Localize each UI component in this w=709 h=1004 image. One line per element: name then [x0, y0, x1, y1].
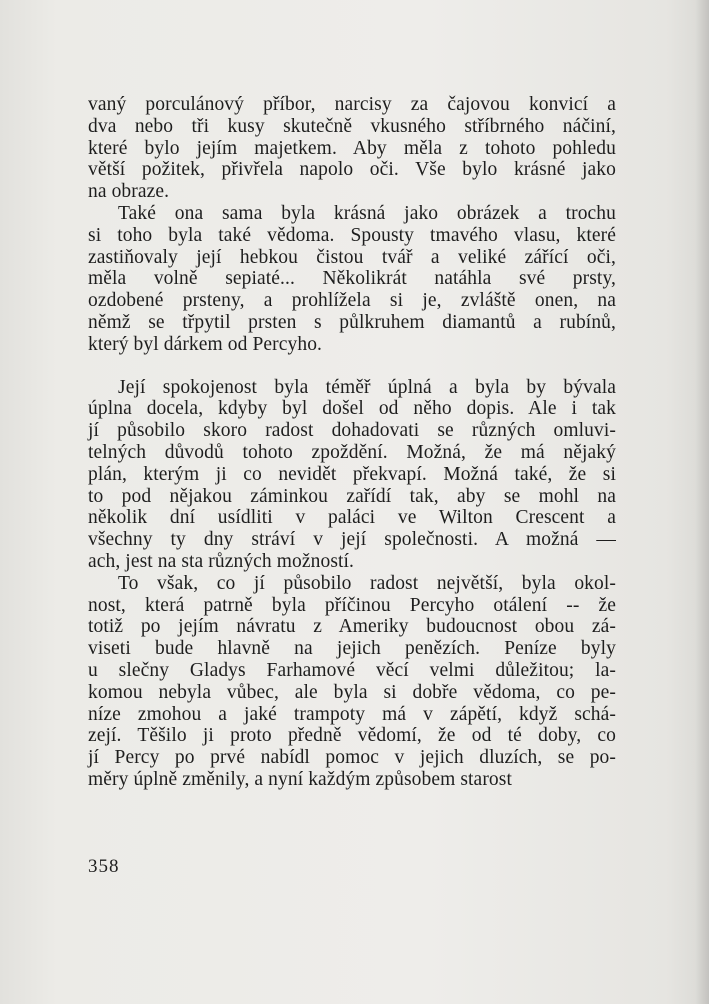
text-line: úplna docela, kdyby byl došel od něho dopis. Ale i tak [88, 398, 616, 420]
text-line: jí Percy po prvé nabídl pomoc v jejich dluzích, se po- [88, 747, 616, 769]
text-line: níze zmohou a jaké trampoty má v zápětí, když schá- [88, 703, 616, 725]
text-line: na obraze. [88, 181, 170, 203]
text-line: větší požitek, přivřela napolo oči. Vše bylo krásné jako [88, 159, 616, 181]
text-line: několik dní usídliti v paláci ve Wilton Crescent a [88, 507, 616, 529]
paragraph [88, 573, 616, 791]
body-text [88, 94, 616, 791]
text-line: který byl dárkem od Percyho. [88, 333, 323, 355]
paragraph-gap [88, 356, 616, 377]
text-line: plán, kterým ji co nevidět překvapí. Možná také, že si [88, 463, 616, 485]
text-line: jí působilo skoro radost dohadovati se různých omluvi- [88, 420, 616, 442]
text-line: zejí. Těšilo ji proto předně vědomí, že od té doby, co [88, 725, 616, 747]
text-line: měla volně sepiaté... Několikrát natáhla své prsty, [88, 268, 616, 290]
text-line: si toho byla také vědoma. Spousty tmavého vlasu, které [88, 224, 616, 246]
page-number: 358 [88, 856, 120, 877]
text-line: ach, jest na sta různých možností. [88, 550, 355, 572]
text-line: zastiňovaly její hebkou čistou tvář a veliké zářící oči, [88, 246, 616, 268]
text-line: vaný porculánový příbor, narcisy za čajovou konvicí a [88, 94, 616, 115]
text-line: Její spokojenost byla téměř úplná a byla by bývala [118, 376, 616, 398]
text-line: to pod nějakou záminkou zařídí tak, aby se mohl na [88, 485, 616, 507]
text-line: viseti bude hlavně na jejich penězích. Peníze byly [88, 638, 616, 660]
paragraph [88, 377, 616, 573]
text-line: dva nebo tři kusy skutečně vkusného stříbrného náčiní, [88, 115, 616, 137]
text-line: nost, která patrně byla příčinou Percyho otálení -- že [88, 594, 616, 616]
text-line: měry úplně změnily, a nyní každým způsobem starost [88, 768, 512, 790]
text-line: totiž po jejím návratu z Ameriky budoucnost obou zá- [88, 616, 616, 638]
text-line: telných důvodů tohoto zpoždění. Možná, že má nějaký [88, 441, 616, 463]
text-line: všechny ty dny stráví v její společnosti. A možná — [88, 529, 616, 551]
text-line: němž se třpytil prsten s půlkruhem diamantů a rubínů, [88, 311, 616, 333]
text-line: které bylo jejím majetkem. Aby měla z tohoto pohledu [88, 137, 616, 159]
text-line: To však, co jí působilo radost největší, byla okol- [118, 572, 616, 594]
text-line: ozdobené prsteny, a prohlížela si je, zvláště onen, na [88, 290, 616, 312]
paragraph [88, 94, 616, 203]
paragraph [88, 203, 616, 356]
page-edge-shadow [695, 0, 709, 1004]
text-line: u slečny Gladys Farhamové věcí velmi důležitou; la- [88, 659, 616, 681]
text-line: komou nebyla vůbec, ale byla si dobře vědoma, co pe- [88, 681, 616, 703]
text-line: Také ona sama byla krásná jako obrázek a trochu [118, 202, 616, 224]
